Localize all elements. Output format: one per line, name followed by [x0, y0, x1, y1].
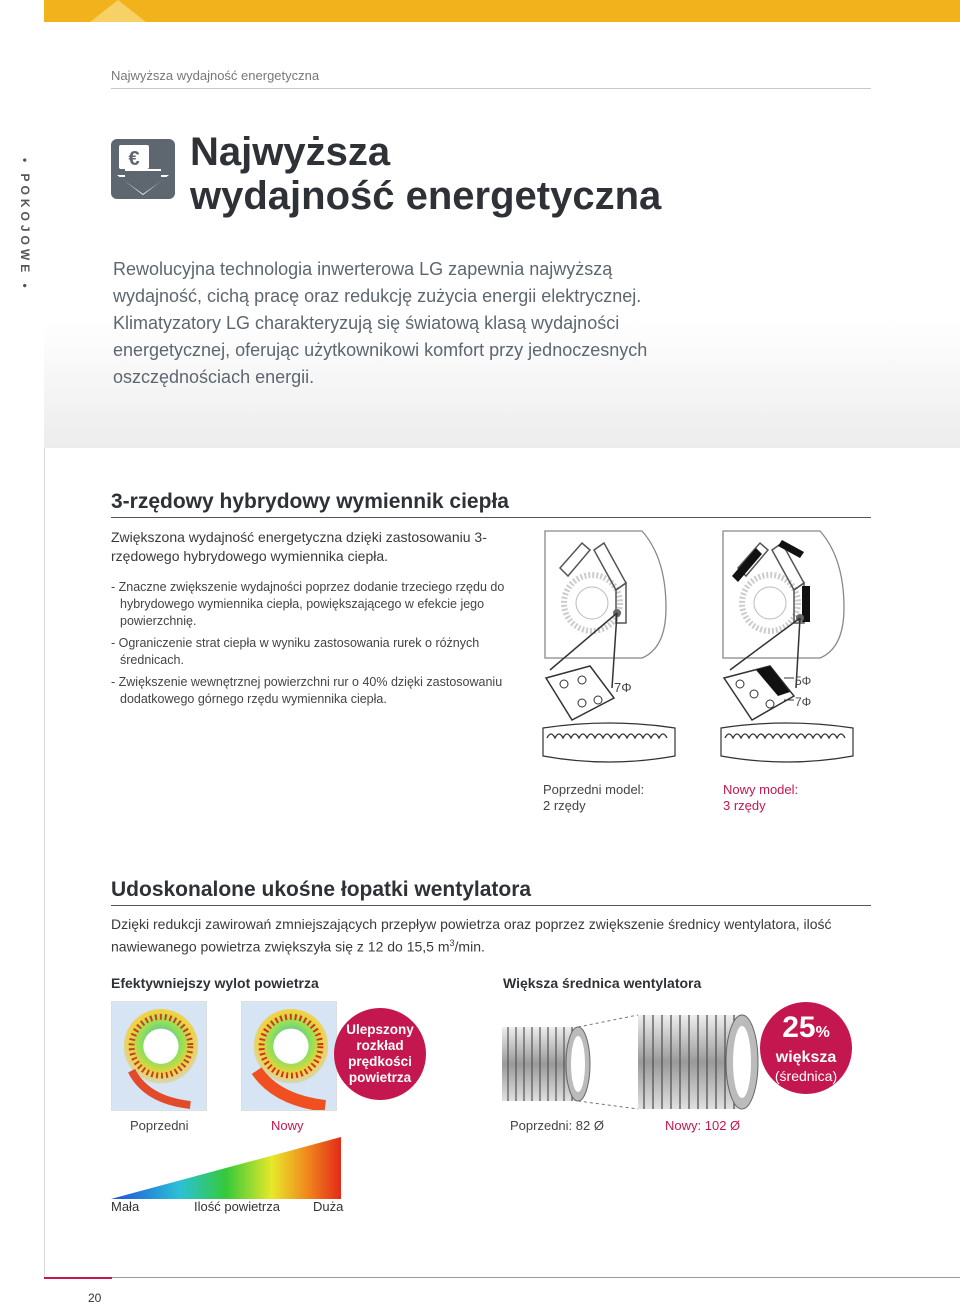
old-model-rows: 2 rzędy — [543, 798, 586, 813]
badge-percent — [760, 1012, 852, 1049]
airflow-scale-gradient — [111, 1137, 341, 1199]
airflow-previous-caption: Poprzedni — [130, 1118, 189, 1133]
bullet-list — [111, 579, 516, 713]
euro-down-arrow-icon — [111, 139, 175, 199]
lead-text-end: /min. — [454, 938, 485, 955]
svg-text:€: € — [128, 148, 140, 170]
badge-word: większa — [775, 1049, 837, 1066]
airflow-subtitle: Efektywniejszy wylot powietrza — [111, 975, 319, 991]
new-model-caption — [723, 782, 798, 814]
left-margin-rule — [44, 448, 45, 1278]
top-bar — [0, 0, 960, 22]
lead-text: Dzięki redukcji zawirowań zmniejszających przepływ powietrza oraz poprzez zwiększenie średnicy wentylatora, ilość nawiewanego powietrza zwiększyła się z 12 do 15,5 m — [111, 916, 832, 955]
airflow-new-caption: Nowy — [271, 1118, 304, 1133]
page-title — [190, 130, 661, 218]
old-tube-diameter: 7Φ — [614, 680, 632, 695]
section-divider — [111, 517, 871, 518]
fan-comparison-image — [498, 1005, 760, 1115]
new-model-label: Nowy model: — [723, 782, 799, 797]
fan-previous-caption: Poprzedni: 82 Ø — [510, 1118, 604, 1133]
section-lead: Zwiększona wydajność energetyczna dzięki zastosowaniu 3-rzędowego hybrydowego wymiennika ciepła. — [111, 529, 487, 564]
scale-low-label: Mała — [111, 1199, 140, 1214]
new-tube-diameter-large: 7Φ — [795, 695, 812, 709]
badge-percent-unit: % — [815, 1024, 830, 1041]
top-band — [44, 0, 960, 22]
diameter-increase-badge — [760, 1002, 852, 1094]
new-tube-diameter-small: 5Φ — [795, 674, 812, 688]
footer-line — [112, 1277, 960, 1278]
intro-paragraph: Rewolucyjna technologia inwerterowa LG zapewnia najwyższą wydajność, cichą pracę oraz redukcję zużycia energii elektrycznej. Klimatyzatory LG charakteryzują się światową klasą wydajności energetycznej, oferując użytkownikowi komfort przy jednoczesnych oszczędnościach energii. — [113, 259, 648, 387]
fan-new-caption: Nowy: 102 Ø — [665, 1118, 741, 1133]
bullet-item: - Ograniczenie strat ciepła w wyniku zastosowania rurek o różnych średnicach. — [111, 636, 480, 667]
section-lead — [111, 915, 873, 957]
section-fan-blades-title: Udoskonalone ukośne łopatki wentylatora — [111, 878, 532, 901]
old-model-caption — [543, 782, 644, 814]
breadcrumb: Najwyższa wydajność energetyczna — [111, 68, 320, 83]
side-category-label: • POKOJOWE • — [18, 158, 32, 292]
badge-line: prędkości — [348, 1054, 412, 1069]
airflow-new-image — [241, 1001, 337, 1111]
footer-accent-line — [44, 1277, 112, 1279]
section-divider — [111, 905, 871, 906]
title-line-2: wydajność energetyczna — [190, 174, 662, 218]
scale-mid-label: Ilość powietrza — [194, 1199, 280, 1214]
scale-high-label: Duża — [313, 1199, 344, 1214]
badge-percent-number: 25 — [782, 1011, 816, 1044]
page-number: 20 — [88, 1291, 102, 1304]
new-model-rows: 3 rzędy — [723, 798, 766, 813]
badge-line: rozkład — [356, 1038, 404, 1053]
title-line-1: Najwyższa — [190, 130, 391, 174]
old-heat-exchanger-diagram — [542, 528, 677, 773]
badge-line: powietrza — [348, 1070, 412, 1085]
fan-diameter-subtitle: Większa średnica wentylatora — [503, 975, 702, 991]
badge-note: (średnica) — [774, 1068, 838, 1084]
lead-superscript: 3 — [449, 938, 455, 948]
top-tab-accent — [90, 0, 146, 22]
new-heat-exchanger-diagram — [720, 528, 855, 773]
airflow-improved-badge — [334, 1008, 426, 1100]
badge-line: Ulepszony — [346, 1022, 414, 1037]
old-model-label: Poprzedni model: — [543, 782, 645, 797]
bullet-item: - Znaczne zwiększenie wydajności poprzez dodanie trzeciego rzędu do hybrydowego wymiennika ciepła, powiększającego w efekcie jego powierzchnię. — [111, 580, 505, 628]
breadcrumb-divider — [111, 88, 871, 89]
section-heat-exchanger-title: 3-rzędowy hybrydowy wymiennik ciepła — [111, 490, 509, 513]
bullet-item: - Zwiększenie wewnętrznej powierzchni rur o 40% dzięki zastosowaniu dodatkowego górnego rzędu wymiennika ciepła. — [111, 675, 503, 706]
airflow-previous-image — [111, 1001, 207, 1111]
